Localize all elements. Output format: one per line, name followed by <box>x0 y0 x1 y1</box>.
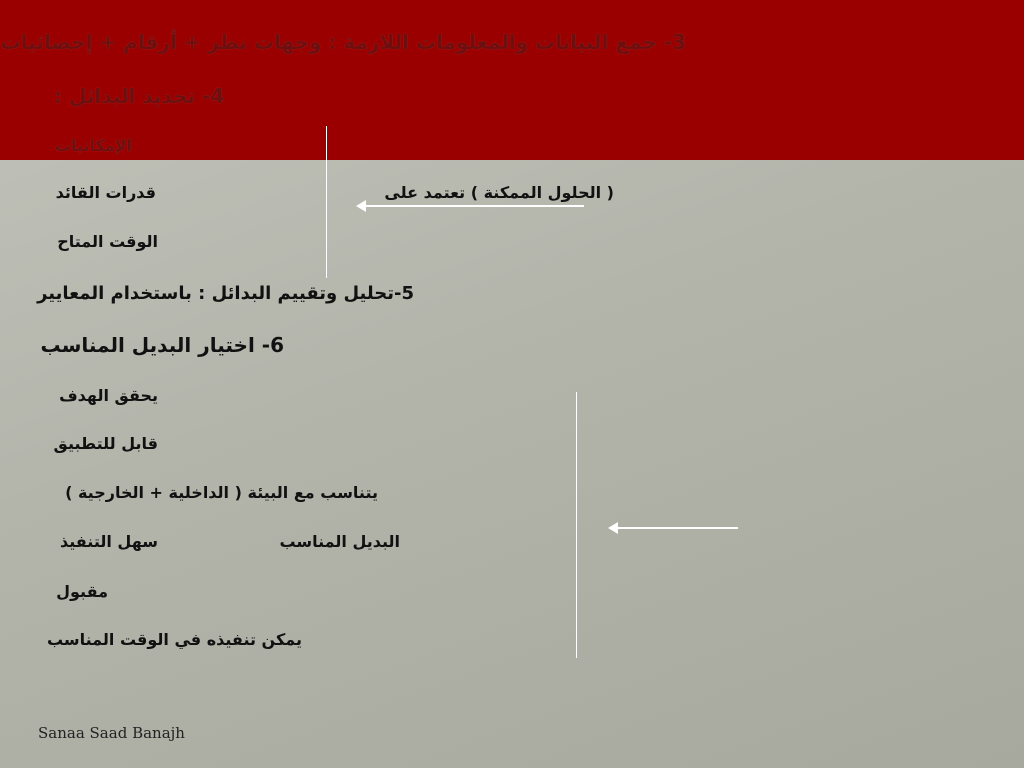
step6-text: 6- اختيار البديل المناسب <box>40 333 284 357</box>
applicable-text: قابل للتطبيق <box>53 434 158 453</box>
left-arrow-top <box>358 205 584 207</box>
vertical-rule-bottom <box>576 392 577 658</box>
vertical-rule-top <box>326 126 327 278</box>
left-arrow-bottom <box>610 527 738 529</box>
suitable-alternative-text: البديل المناسب <box>279 532 400 551</box>
available-time-text: الوقت المتاح <box>57 232 158 251</box>
achieves-goal-text: يحقق الهدف <box>59 386 158 405</box>
author-credit: Sanaa Saad Banajh <box>38 724 185 742</box>
possible-solutions-text: ( الحلول الممكنة ) تعتمد على <box>384 183 614 202</box>
possibilities-text: الإمكانيات <box>54 136 132 155</box>
easy-implement-text: سهل التنفيذ <box>60 532 158 551</box>
header-band <box>0 0 1024 160</box>
fits-environment-text: يتناسب مع البيئة ( الداخلية + الخارجية ) <box>65 483 378 502</box>
timely-text: يمكن تنفيذه في الوقت المناسب <box>46 630 302 649</box>
accepted-text: مقبول <box>56 582 108 601</box>
step3-text: 3- جمع البيانات والمعلومات اللازمة : وجهات نظر + أرقام + إحصائيات <box>0 30 686 54</box>
step4-text: 4- تحديد البدائل : <box>54 84 224 108</box>
leader-abilities-text: قدرات القائد <box>55 183 156 202</box>
step5-text: 5-تحليل وتقييم البدائل : باستخدام المعايير <box>37 283 414 304</box>
